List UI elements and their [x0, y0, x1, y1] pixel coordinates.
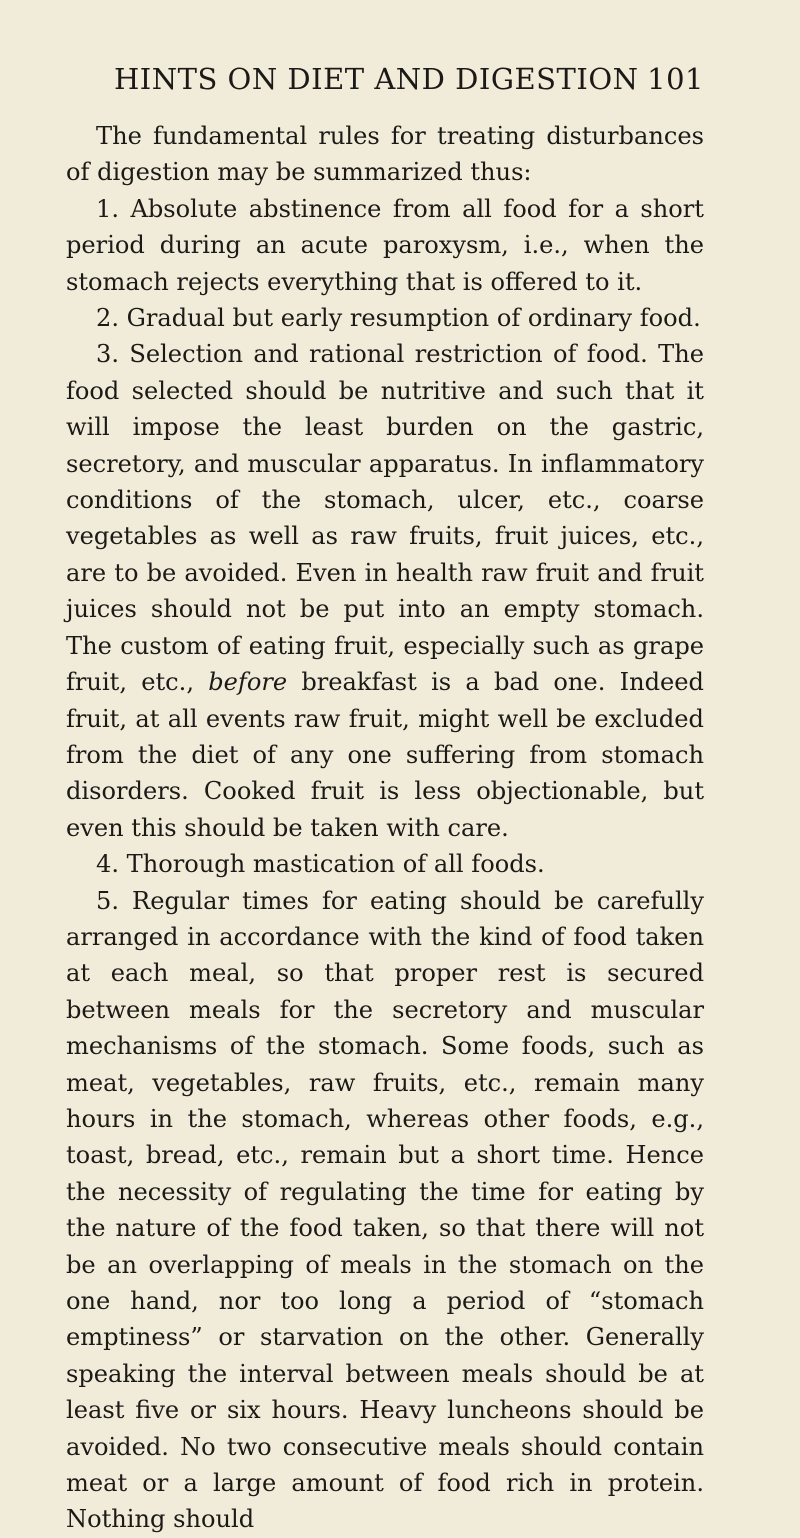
- page-number: 101: [647, 62, 704, 96]
- rule-3-paragraph: [66, 336, 704, 846]
- intro-paragraph: The fundamental rules for treating disturbances of digestion may be summarized thus:: [66, 122, 704, 187]
- rule-3-emphasis: before: [208, 668, 288, 697]
- body-text: [66, 118, 704, 1538]
- running-header: [66, 56, 704, 100]
- rule-2-paragraph: 2. Gradual but early resumption of ordinary food.: [96, 304, 701, 333]
- running-title: HINTS ON DIET AND DIGESTION: [114, 62, 639, 96]
- rule-5-paragraph: 5. Regular times for eating should be carefully arranged in accordance with the kind of food taken at each meal, so that proper rest is secured between meals for the secretory and muscular mechanisms of the stomach. Some foods, such as meat, vegetables, raw fruits, etc., remain many hours in the stomach, whereas other foods, e.g., toast, bread, etc., remain but a short time. Hence the necessity of regulating the time for eating by the nature of the food taken, so that there will not be an overlapping of meals in the stomach on the one hand, nor too long a period of “stomach emptiness” or starvation on the other. Generally speaking the interval between meals should be at least five or six hours. Heavy luncheons should be avoided. No two consecutive meals should contain meat or a large amount of food rich in protein. Nothing should: [66, 886, 704, 1534]
- rule-1-paragraph: 1. Absolute abstinence from all food for a short period during an acute paroxysm, i.e., when the stomach rejects everything that is offered to it.: [66, 194, 704, 296]
- rule-4-paragraph: 4. Thorough mastication of all foods.: [96, 850, 545, 879]
- rule-3-text-start: 3. Selection and rational restriction of food. The food selected should be nutritive and such that it will impose the least burden on the gastric, secretory, and muscular apparatus. In inflammatory conditions of the stomach, ulcer, etc., coarse vegetables as well as raw fruits, fruit juices, etc., are to be avoided. Even in health raw fruit and fruit juices should not be put into an empty stomach. The custom of eating fruit, especially such as grape fruit, etc.,: [66, 340, 704, 697]
- rule-3-text-end: breakfast is a bad one. Indeed fruit, at all events raw fruit, might well be excluded from the diet of any one suffering from stomach disorders. Cooked fruit is less objectionable, but even this should be taken with care.: [66, 668, 704, 842]
